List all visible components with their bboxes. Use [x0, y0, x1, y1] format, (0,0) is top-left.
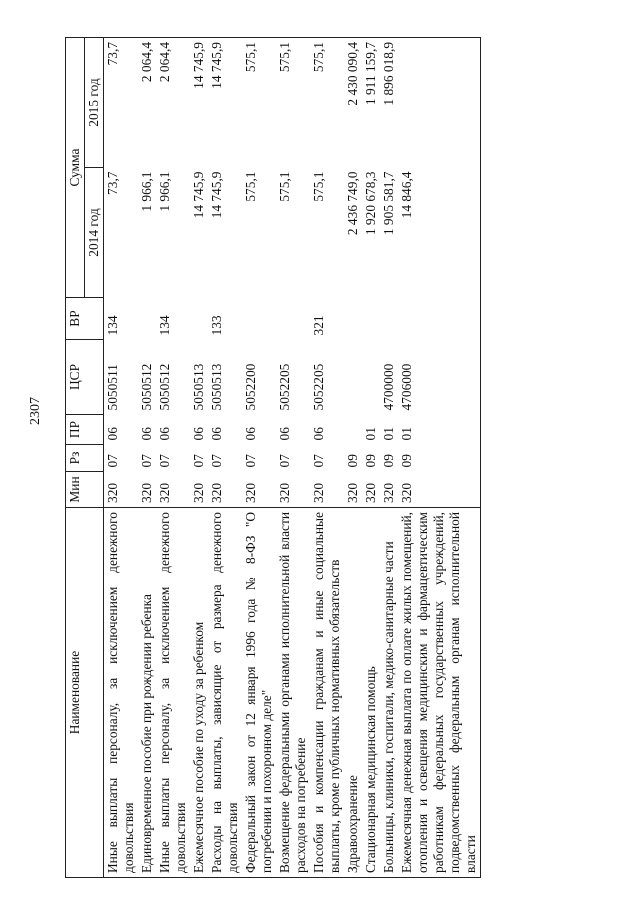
row-min: 320 [311, 482, 326, 503]
row-csr: 5050513 [191, 363, 206, 411]
row-name: Расходы на выплаты, зависящие от размера денежного довольствия [208, 508, 242, 878]
row-rz: 09 [398, 445, 481, 472]
row-sum-2014: 1 966,1 [157, 171, 172, 212]
row-sum-2015: 1 896 018,9 [380, 37, 398, 167]
row-name: Ежемесячное пособие по уходу за ребенком [190, 508, 208, 878]
row-csr: 5052200 [243, 363, 258, 411]
row-vr [190, 298, 208, 340]
row-sum-2014: 73,7 [105, 171, 120, 195]
row-name: Больницы, клиники, госпитали, медико-санитарные части [380, 508, 398, 878]
rotated-page [65, 38, 505, 878]
row-pr: 06 [105, 427, 120, 441]
table-row [138, 37, 156, 877]
row-csr: 5052205 [277, 363, 292, 411]
table-row [344, 37, 362, 877]
row-name: Возмещение федеральными органами исполнительной власти расходов на погребение [276, 508, 310, 878]
table-row [208, 37, 242, 877]
row-min: 320 [139, 482, 154, 503]
row-rz: 09 [363, 454, 378, 468]
table-row [276, 37, 310, 877]
row-pr: 06 [157, 427, 172, 441]
table-row [310, 37, 344, 877]
row-sum-2014: 1 905 581,7 [381, 171, 396, 236]
header-vr: ВР [66, 298, 104, 340]
row-min: 320 [381, 482, 396, 503]
row-min: 320 [363, 482, 378, 503]
row-rz: 09 [345, 454, 360, 468]
row-vr [138, 298, 156, 340]
row-name: Единовременное пособие при рождении ребенка [138, 508, 156, 878]
row-sum-2015: 2 430 090,4 [344, 37, 362, 167]
row-pr: 06 [311, 427, 326, 441]
row-rz: 07 [243, 454, 258, 468]
row-csr [362, 340, 380, 415]
row-sum-2015: 14 745,9 [208, 37, 242, 167]
row-rz: 07 [277, 454, 292, 468]
row-vr [380, 298, 398, 340]
header-csr: ЦСР [66, 340, 104, 415]
row-sum-2015: 575,1 [310, 37, 344, 167]
row-sum-2014: 575,1 [277, 171, 292, 202]
row-sum-2015: 2 064,4 [156, 37, 190, 167]
row-rz: 09 [381, 454, 396, 468]
row-pr: 06 [139, 427, 154, 441]
row-csr [344, 340, 362, 415]
row-vr: 134 [157, 315, 172, 336]
row-vr [276, 298, 310, 340]
row-sum-2014: 14 745,9 [191, 171, 206, 219]
row-rz: 07 [191, 454, 206, 468]
header-2014: 2014 год [85, 168, 104, 298]
row-sum-2014: 575,1 [311, 171, 326, 202]
row-min: 320 [243, 482, 258, 503]
row-sum-2014: 14 745,9 [209, 171, 224, 219]
row-min: 320 [398, 472, 481, 508]
row-min: 320 [157, 482, 172, 503]
row-rz: 07 [105, 454, 120, 468]
row-sum-2014: 2 436 749,0 [345, 171, 360, 236]
table-row [190, 37, 208, 877]
row-pr: 01 [398, 415, 481, 445]
table-row [398, 37, 481, 877]
header-sum: Сумма [66, 37, 85, 297]
table-row [362, 37, 380, 877]
table-row [380, 37, 398, 877]
row-name: Здравоохранение [344, 508, 362, 878]
row-vr [362, 298, 380, 340]
row-min: 320 [277, 482, 292, 503]
row-vr [242, 298, 276, 340]
row-name: Пособия и компенсации гражданам и иные социальные выплаты, кроме публичных нормативных обязательств [310, 508, 344, 878]
row-vr [398, 298, 481, 340]
row-vr: 134 [105, 315, 120, 336]
row-csr: 5050513 [209, 363, 224, 411]
header-pr: ПР [66, 415, 104, 445]
table-row [242, 37, 276, 877]
row-sum-2015: 2 064,4 [138, 37, 156, 167]
row-sum-2015: 1 911 159,7 [362, 37, 380, 167]
row-sum-2014: 1 966,1 [139, 171, 154, 212]
row-pr: 01 [363, 427, 378, 441]
row-rz: 07 [139, 454, 154, 468]
row-name: Иные выплаты персоналу, за исключением денежного довольствия [104, 508, 139, 878]
row-vr [344, 298, 362, 340]
row-sum-2014: 1 920 678,3 [363, 171, 378, 236]
row-csr: 4706000 [398, 340, 481, 415]
row-name: Иные выплаты персоналу, за исключением денежного довольствия [156, 508, 190, 878]
table-row [104, 37, 139, 877]
row-pr: 06 [243, 427, 258, 441]
row-sum-2015: 14 745,9 [190, 37, 208, 167]
table-row [156, 37, 190, 877]
header-2015: 2015 год [85, 37, 104, 167]
row-pr [344, 415, 362, 445]
row-rz: 07 [209, 454, 224, 468]
row-sum-2014: 575,1 [243, 171, 258, 202]
row-name: Федеральный закон от 12 января 1996 года № 8-ФЗ "О погребении и похоронном деле" [242, 508, 276, 878]
budget-table [65, 37, 481, 878]
row-sum-2015: 575,1 [276, 37, 310, 167]
row-rz: 07 [311, 454, 326, 468]
row-pr: 01 [381, 427, 396, 441]
row-name: Ежемесячная денежная выплата по оплате жилых помещений, отопления и освещения медицинским и фармацевтическим работникам федеральных государственных учреждений, подведомственных федеральным органам исполнительной власти [398, 508, 481, 878]
row-sum-2015 [398, 37, 481, 167]
row-pr: 06 [209, 427, 224, 441]
row-vr: 321 [311, 315, 326, 336]
row-csr: 4700000 [381, 363, 396, 411]
row-vr: 133 [209, 315, 224, 336]
row-rz: 07 [157, 454, 172, 468]
row-min: 320 [105, 482, 120, 503]
header-rz: Рз [66, 445, 104, 472]
row-csr: 5050511 [105, 364, 120, 411]
row-csr: 5050512 [157, 363, 172, 411]
row-name: Стационарная медицинская помощь [362, 508, 380, 878]
row-csr: 5050512 [139, 363, 154, 411]
row-sum-2014: 14 846,4 [398, 168, 481, 298]
header-min: Мин [66, 472, 104, 508]
row-pr: 06 [191, 427, 206, 441]
row-min: 320 [209, 482, 224, 503]
row-csr: 5052205 [311, 363, 326, 411]
row-min: 320 [345, 482, 360, 503]
row-sum-2015: 73,7 [104, 37, 139, 167]
header-name: Наименование [66, 508, 104, 878]
row-min: 320 [191, 482, 206, 503]
row-pr: 06 [277, 427, 292, 441]
page-number: 2307 [28, 397, 43, 425]
row-sum-2015: 575,1 [242, 37, 276, 167]
